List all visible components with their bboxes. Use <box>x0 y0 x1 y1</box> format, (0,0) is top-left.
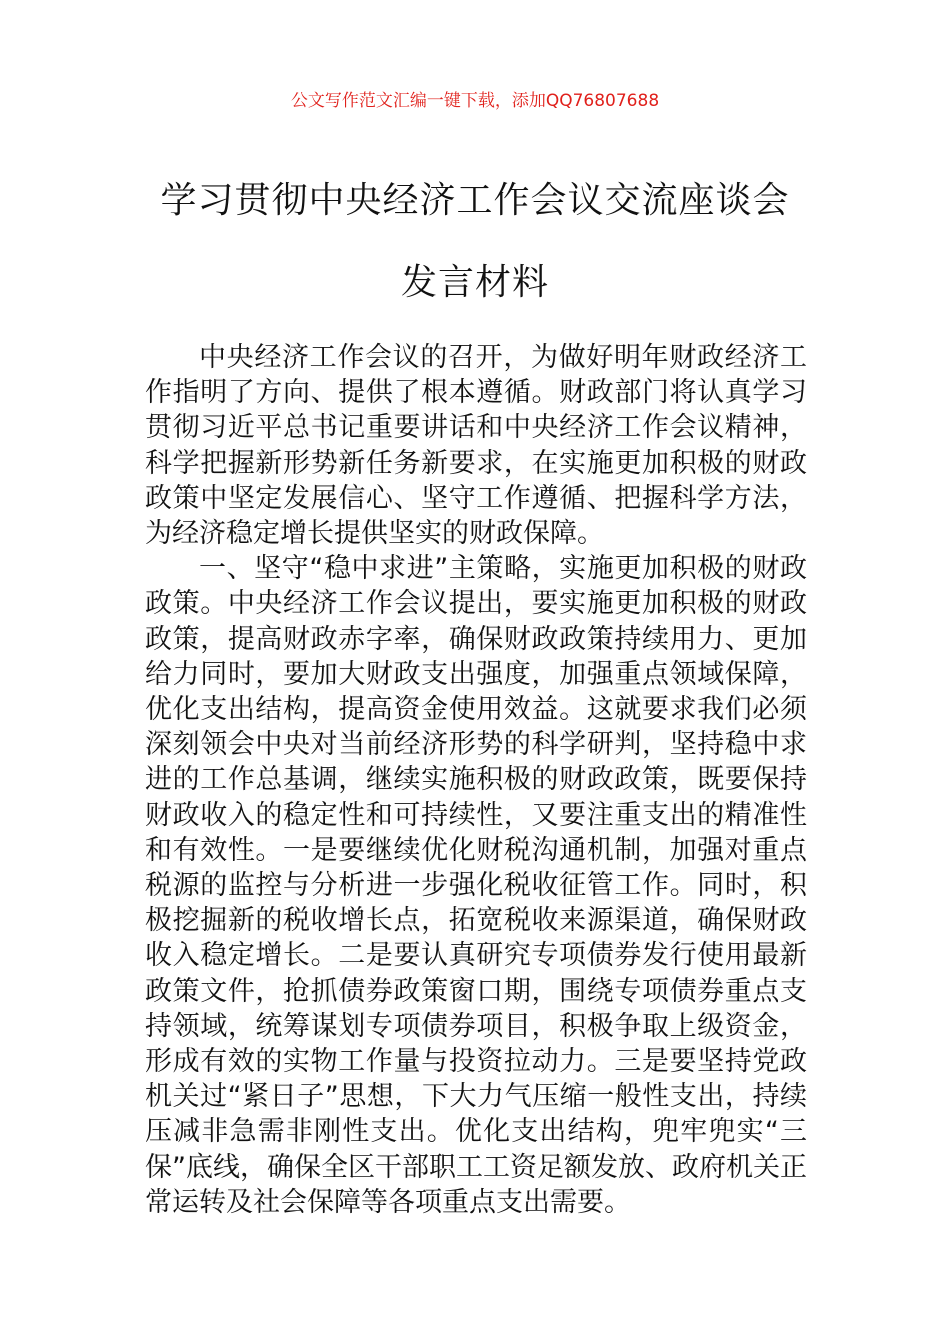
paragraph-intro: 中央经济工作会议的召开，为做好明年财政经济工作指明了方向、提供了根本遵循。财政部门将认真学习贯彻习近平总书记重要讲话和中央经济工作会议精神，科学把握新形势新任务新要求，在实施更加积极的财政政策中坚定发展信心、坚守工作遵循、把握科学方法，为经济稳定增长提供坚实的财政保障。 <box>145 342 807 550</box>
paragraph-section-one: 一、坚守“稳中求进”主策略，实施更加积极的财政政策。中央经济工作会议提出，要实施更加积极的财政政策，提高财政赤字率，确保财政政策持续用力、更加给力同时，要加大财政支出强度，加强重点领域保障，优化支出结构，提高资金使用效益。这就要求我们必须深刻领会中央对当前经济形势的科学研判，坚持稳中求进的工作总基调，继续实施积极的财政政策，既要保持财政收入的稳定性和可持续性，又要注重支出的精准性和有效性。一是要继续优化财税沟通机制，加强对重点税源的监控与分析进一步强化税收征管工作。同时，积极挖掘新的税收增长点，拓宽税收来源渠道，确保财政收入稳定增长。二是要认真研究专项债券发行使用最新政策文件，抢抓债券政策窗口期，围绕专项债券重点支持领域，统筹谋划专项债券项目，积极争取上级资金，形成有效的实物工作量与投资拉动力。三是要坚持党政机关过“紧日子”思想，下大力气压缩一般性支出，持续压减非急需非刚性支出。优化支出结构，兜牢兜实“三保”底线，确保全区干部职工工资足额发放、政府机关正常运转及社会保障等各项重点支出需要。 <box>145 553 807 1218</box>
document-body <box>145 340 807 1220</box>
document-title: 学习贯彻中央经济工作会议交流座谈会发言材料 <box>160 180 790 303</box>
download-promo-note: 公文写作范文汇编一键下载，添加QQ76807688 <box>290 91 660 111</box>
